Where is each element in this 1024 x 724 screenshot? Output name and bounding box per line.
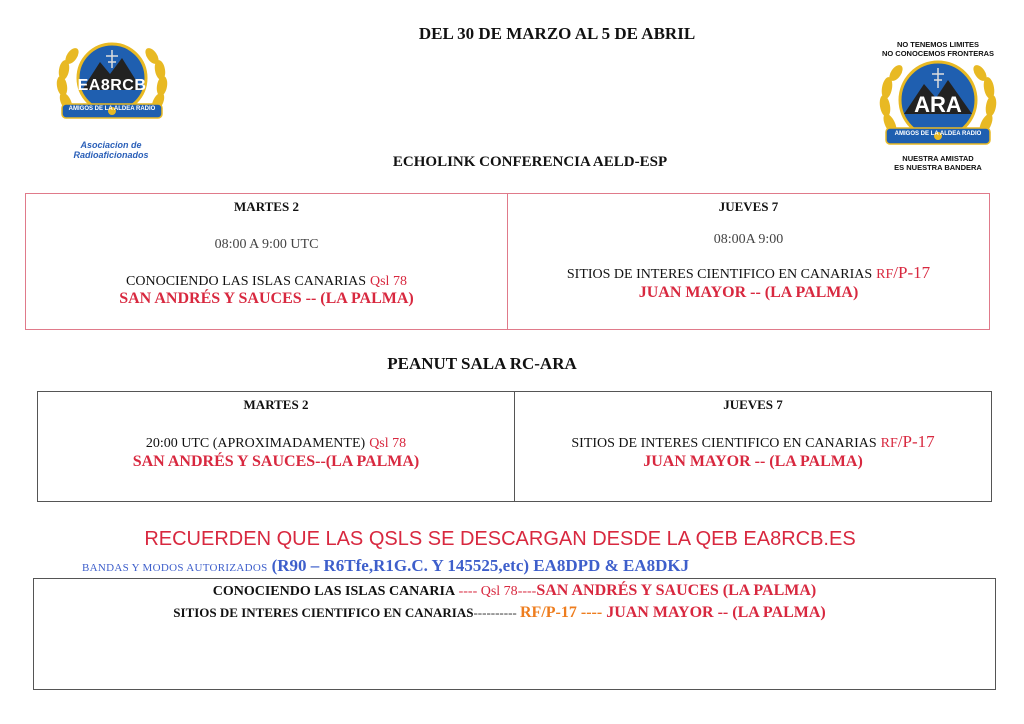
qsl-line-canarias (34, 582, 995, 600)
qsl-download-reminder: RECUERDEN QUE LAS QSLS SE DESCARGAN DESDE LA QEB EA8RCB.ES (144, 528, 856, 550)
ea8rcb-logo (52, 40, 172, 160)
logo-name: ARA (914, 92, 962, 117)
time-line (38, 434, 514, 452)
place-label: SAN ANDRÉS Y SAUCES -- (LA PALMA) (119, 290, 414, 307)
qsl-line-cientifico (34, 604, 995, 622)
qsl-line-place: SAN ANDRÉS Y SAUCES (LA PALMA) (536, 582, 817, 599)
echolink-tuesday-cell (26, 194, 507, 329)
qsl-line-code: RF/P-17 ---- (520, 604, 603, 621)
p17-code: /P-17 (897, 432, 935, 451)
logo-banner: AMIGOS DE LA ALDEA RADIO (894, 131, 982, 137)
bands-label: BANDAS Y MODOS AUTORIZADOS (82, 562, 268, 574)
time-label: 08:00A 9:00 (713, 232, 784, 247)
qsl-line-place: JUAN MAYOR -- (LA PALMA) (602, 604, 826, 621)
qsl-code: Qsl 78 (370, 274, 407, 289)
rf-code: RF (876, 267, 894, 282)
peanut-schedule-table (37, 391, 992, 502)
logo-tagline-bottom2: ES NUESTRA BANDERA (894, 163, 982, 172)
logo-tagline-top1: NO TENEMOS LIMITES (896, 40, 980, 49)
topic-line (26, 272, 507, 290)
qsl-summary-box (33, 578, 996, 690)
logo-caption: Asociacion de Radioaficionados (73, 140, 149, 160)
logo-tagline-top2: NO CONOCEMOS FRONTERAS (881, 49, 995, 58)
place-label: SAN ANDRÉS Y SAUCES--(LA PALMA) (132, 453, 420, 470)
logo-banner: AMIGOS DE LA ALDEA RADIO (68, 106, 156, 112)
peanut-thursday-cell (514, 392, 991, 501)
place-label: JUAN MAYOR -- (LA PALMA) (638, 284, 859, 301)
peanut-tuesday-cell (38, 392, 514, 501)
day-label: MARTES 2 (234, 199, 299, 214)
logo-tagline-bottom1: NUESTRA AMISTAD (902, 154, 974, 163)
topic-line (508, 263, 989, 283)
p17-code: /P-17 (893, 263, 931, 282)
day-label: JUEVES 7 (723, 397, 783, 412)
time-label: 08:00 A 9:00 UTC (214, 237, 319, 252)
bands-value: (R90 – R6Tfe,R1G.C. Y 145525,etc) EA8DPD & EA8DKJ (271, 556, 690, 575)
time-label: 20:00 UTC (APROXIMADAMENTE) (145, 436, 366, 451)
rf-code: RF (880, 436, 898, 451)
day-label: JUEVES 7 (718, 199, 779, 214)
echolink-thursday-cell (507, 194, 989, 329)
day-label: MARTES 2 (243, 397, 309, 412)
qsl-code: Qsl 78 (369, 436, 407, 451)
qsl-line-separator: ---- (455, 584, 478, 599)
logo-callsign: EA8RCB (77, 77, 147, 94)
authorized-bands-line (82, 556, 689, 576)
echolink-schedule-table (25, 193, 990, 330)
place-label: JUAN MAYOR -- (LA PALMA) (643, 453, 863, 470)
qsl-line-label: SITIOS DE INTERES CIENTIFICO EN CANARIAS (173, 605, 474, 620)
topic-label: CONOCIENDO LAS ISLAS CANARIAS (126, 274, 366, 289)
topic-line (515, 432, 991, 452)
qsl-line-separator: ---- (517, 584, 537, 599)
echolink-section-title: ECHOLINK CONFERENCIA AELD-ESP (392, 154, 668, 170)
topic-label: SITIOS DE INTERES CIENTIFICO EN CANARIAS (566, 267, 873, 282)
peanut-section-title: PEANUT SALA RC-ARA (387, 354, 577, 373)
qsl-line-label: CONOCIENDO LAS ISLAS CANARIA (212, 584, 456, 599)
qsl-line-separator: ---------- (473, 605, 520, 620)
qsl-line-code: Qsl 78 (477, 584, 518, 599)
page-title: DEL 30 DE MARZO AL 5 DE ABRIL (418, 24, 696, 43)
topic-label: SITIOS DE INTERES CIENTIFICO EN CANARIAS (571, 436, 877, 451)
